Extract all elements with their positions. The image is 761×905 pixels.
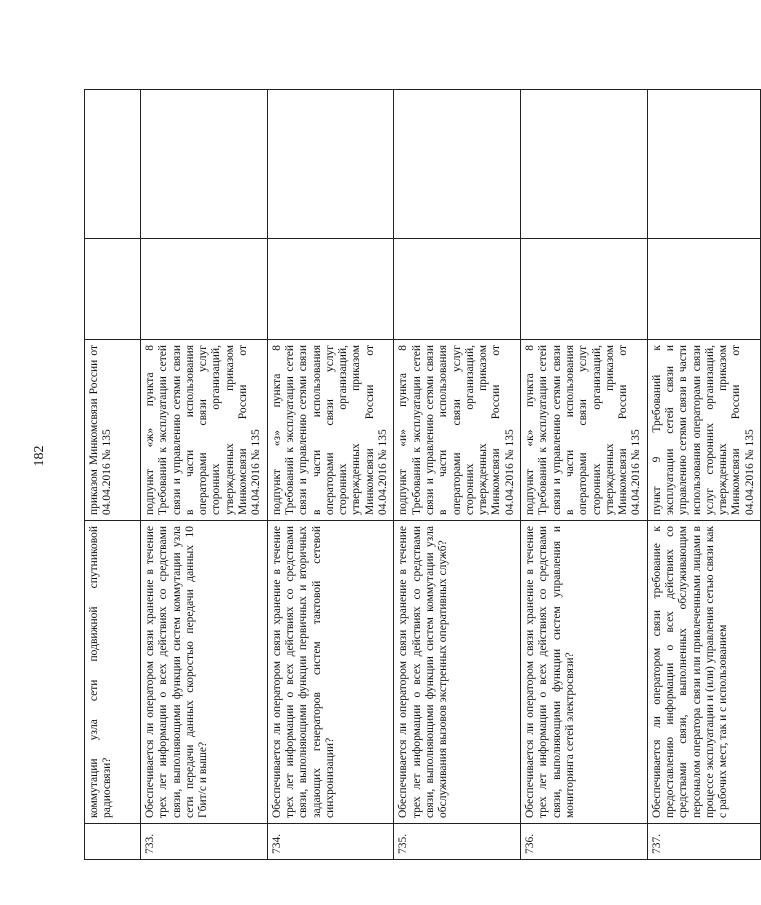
checklist-table [84,89,761,860]
table-row [267,90,394,860]
empty-cell [521,239,648,340]
empty-cell [267,239,394,340]
reference-text: пункт 9 Требований к эксплуатации сетей связи и управлению сетями связи в части использования операторами связи услуг сторонних организаций, утвержденных приказом Минкомсвязи России от 04.04.2016 № 135 [647,340,760,521]
empty-cell [394,90,521,239]
row-number: 733. [141,824,268,860]
reference-text: подпункт «ж» пункта 8 Требований к эксплуатации сетей связи и управлению сетями связи в части использования операторами связи услуг сторонних организаций, утвержденных приказом Минкомсвязи России от 04.04.2016 № 135 [141,340,268,521]
reference-text: подпункт «з» пункта 8 Требований к эксплуатации сетей связи и управлению сетями связи в части использования операторами связи услуг сторонних организаций, утвержденных приказом Минкомсвязи России от 04.04.2016 № 135 [267,340,394,521]
row-number: 737. [647,824,760,860]
empty-cell [521,90,648,239]
empty-cell [647,90,760,239]
empty-cell [394,239,521,340]
empty-cell [267,90,394,239]
empty-cell [647,239,760,340]
question-text: Обеспечивается ли оператором связи хранение в течение трех лет информации о всех действиях со средствами связи, выполняющими функции систем коммутации узла обслуживания вызовов экстренных оперативных служб? [394,521,521,824]
table-row [521,90,648,860]
table-row [647,90,760,860]
table-row [394,90,521,860]
question-text: Обеспечивается ли оператором связи требование к предоставлению информации о всех действиях со средствами связи, выполненных обслуживающим персоналом оператора связи или привлеченными лицами в процессе эксплуатации и (или) управления сетью связи как с рабочих мест, так и с использованием [647,521,760,824]
empty-cell [85,90,141,239]
question-text: коммутации узла сети подвижной спутниковой радиосвязи? [85,521,141,824]
question-text: Обеспечивается ли оператором связи хранение в течение трех лет информации о всех действиях со средствами связи, выполняющими функции первичных и вторичных задающих генераторов систем тактовой сетевой синхронизации? [267,521,394,824]
table-row [85,90,141,860]
reference-text: приказом Минкомсвязи России от 04.04.2016 № 135 [85,340,141,521]
reference-text: подпункт «и» пункта 8 Требований к эксплуатации сетей связи и управлению сетями связи в части использования операторами связи услуг сторонних организаций, утвержденных приказом Минкомсвязи России от 04.04.2016 № 135 [394,340,521,521]
rotated-page-content [84,90,756,860]
row-number: 735. [394,824,521,860]
row-number: 736. [521,824,648,860]
page-number: 182 [32,445,47,467]
table-row [141,90,268,860]
question-text: Обеспечивается ли оператором связи хранение в течение трех лет информации о всех действиях со средствами связи, выполняющими функции систем управления и мониторинга сетей электросвязи? [521,521,648,824]
empty-cell [85,239,141,340]
reference-text: подпункт «к» пункта 8 Требований к эксплуатации сетей связи и управлению сетями связи в части использования операторами связи услуг сторонних организаций, утвержденных приказом Минкомсвязи России от 04.04.2016 № 135 [521,340,648,521]
empty-cell [141,90,268,239]
question-text: Обеспечивается ли оператором связи хранение в течение трех лет информации о всех действиях со средствами связи, выполняющими функции систем коммутации узла сети передачи данных скоростью передачи данных 10 Гбит/с и выше? [141,521,268,824]
row-number: 734. [267,824,394,860]
empty-cell [141,239,268,340]
row-number [85,824,141,860]
